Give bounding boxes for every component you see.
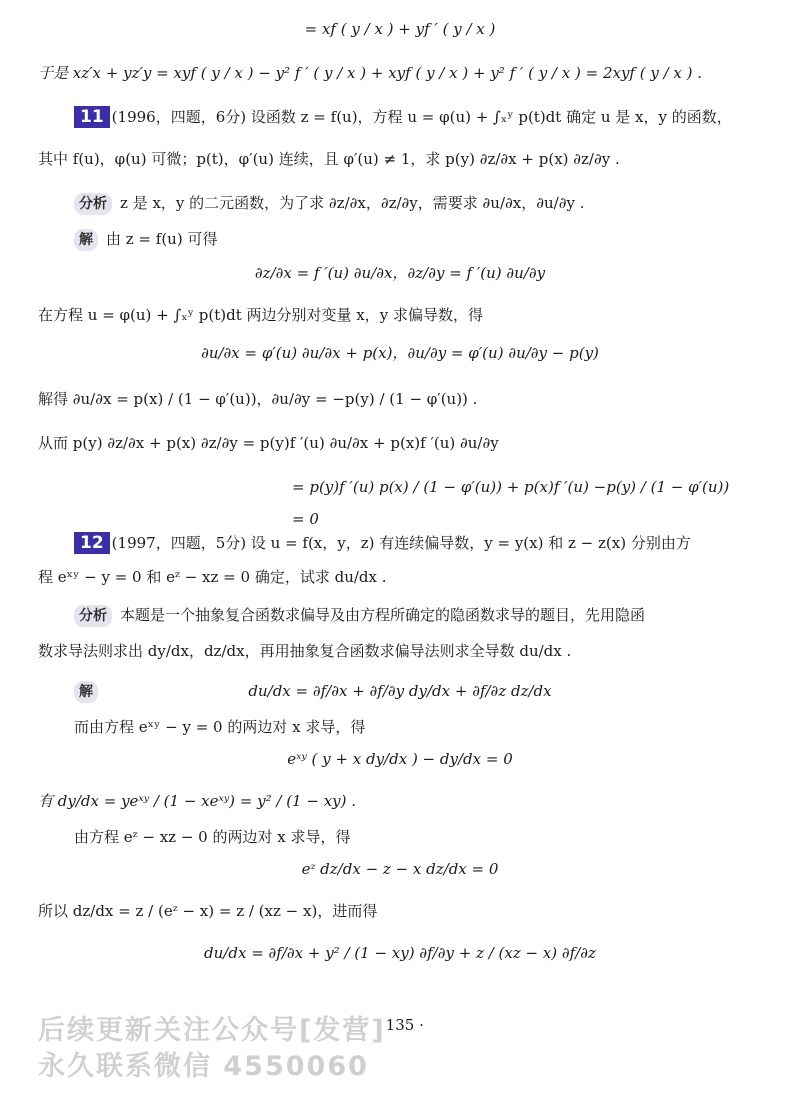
analysis-line-2 (74, 604, 645, 627)
q12-line (74, 532, 691, 554)
text-line-15: 程 eˣʸ − y = 0 和 eᶻ − xz = 0 确定，试求 du/dx . (38, 568, 387, 586)
problem-number-badge: 12 (74, 532, 110, 554)
eq-line-1: = xf ( y / x ) + yf ′ ( y / x ) (304, 20, 496, 38)
analysis-line-1 (74, 192, 584, 215)
watermark-line-1: 后续更新关注公众号[发营] (38, 1015, 386, 1046)
q11-line (74, 106, 732, 128)
analysis-label: 分析 (74, 605, 112, 627)
eq-line-13: = 0 (292, 510, 319, 528)
eq-line-7: ∂z/∂x = f ′(u) ∂u/∂x，∂z/∂y = f ′(u) ∂u/∂y (254, 264, 546, 282)
eq-line-25: du/dx = ∂f/∂x + y² / (1 − xy) ∂f/∂y + z / (xz − x) ∂f/∂z (204, 944, 596, 962)
eq-line-9: ∂u/∂x = φ′(u) ∂u/∂x + p(x)，∂u/∂y = φ′(u) ∂u/∂y − p(y) (201, 344, 599, 362)
text-line-11: 从而 p(y) ∂z/∂x + p(x) ∂z/∂y = p(y)f ′(u) ∂u/∂x + p(x)f ′(u) ∂u/∂y (38, 434, 499, 452)
eq-line-18: du/dx = ∂f/∂x + ∂f/∂y dy/dx + ∂f/∂z dz/dx (248, 682, 552, 700)
text-line-2: 于是 xz′x + yz′y = xyf ( y / x ) − y² f ′ ( y / x ) + xyf ( y / x ) + y² f ′ ( y / x ) = 2xyf ( y / x ) . (38, 64, 703, 82)
eq-line-12: = p(y)f ′(u) p(x) / (1 − φ′(u)) + p(x)f ′(u) −p(y) / (1 − φ′(u)) (292, 478, 730, 496)
q11-text: (1996，四题，6分) 设函数 z = f(u)，方程 u = φ(u) + ∫ₓʸ p(t)dt 确定 u 是 x，y 的函数， (111, 108, 732, 126)
text-line-4: 其中 f(u)，φ(u) 可微；p(t)，φ′(u) 连续，且 φ′(u) ≠ 1，求 p(y) ∂z/∂x + p(x) ∂z/∂y . (38, 150, 620, 168)
solution-text-1: 由 z = f(u) 可得 (106, 230, 218, 248)
eq-line-20: eˣʸ ( y + x dy/dx ) − dy/dx = 0 (287, 750, 513, 768)
analysis-text-2: 本题是一个抽象复合函数求偏导及由方程所确定的隐函数求导的题目，先用隐函 (120, 606, 646, 624)
problem-number-badge: 11 (74, 106, 110, 128)
page-number: · 135 · (376, 1016, 424, 1034)
watermark-line-2: 永久联系微信 4550060 (38, 1051, 369, 1082)
solution-line-1 (74, 228, 217, 251)
q12-text: (1997，四题，5分) 设 u = f(x，y，z) 有连续偏导数，y = y(x) 和 z − z(x) 分别由方 (111, 534, 691, 552)
text-line-10: 解得 ∂u/∂x = p(x) / (1 − φ′(u))，∂u/∂y = −p(y) / (1 − φ′(u)) . (38, 390, 478, 408)
text-line-17: 数求导法则求出 dy/dx，dz/dx，再用抽象复合函数求偏导法则求全导数 du/dx . (38, 642, 572, 660)
text-line-19: 而由方程 eˣʸ − y = 0 的两边对 x 求导，得 (74, 718, 366, 736)
text-line-21: 有 dy/dx = yeˣʸ / (1 − xeˣʸ) = y² / (1 − xy) . (38, 792, 357, 810)
text-line-8: 在方程 u = φ(u) + ∫ₓʸ p(t)dt 两边分别对变量 x，y 求偏导数，得 (38, 306, 483, 324)
text-line-24: 所以 dz/dx = z / (eᶻ − x) = z / (xz − x)，进而得 (38, 902, 378, 920)
solution-label: 解 (74, 229, 98, 251)
solution-label: 解 (74, 681, 98, 703)
text-line-22: 由方程 eᶻ − xz − 0 的两边对 x 求导，得 (74, 828, 351, 846)
eq-line-23: eᶻ dz/dx − z − x dz/dx = 0 (301, 860, 499, 878)
analysis-label: 分析 (74, 193, 112, 215)
analysis-text-1: z 是 x，y 的二元函数，为了求 ∂z/∂x，∂z/∂y，需要求 ∂u/∂x，∂u/∂y . (120, 194, 585, 212)
